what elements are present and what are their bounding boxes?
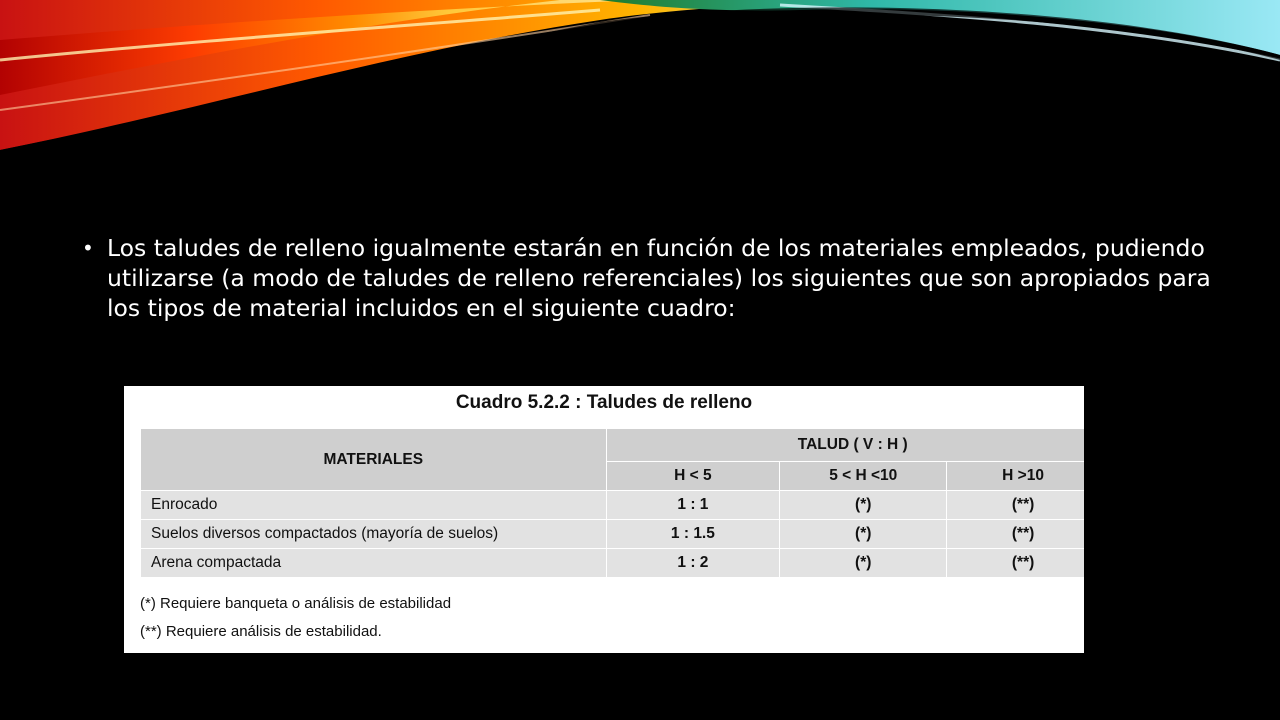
table-row [141,549,1085,578]
header-talud: TALUD ( V : H ) [606,429,1084,462]
bullet-paragraph [82,233,1212,323]
note-1: (*) Requiere banqueta o análisis de estabilidad [140,595,452,612]
decorative-banner [0,0,1280,160]
table-figure [124,386,1084,653]
cell-h2: (*) [780,491,947,520]
table-notes [140,590,451,646]
cell-h3: (**) [947,549,1084,578]
cell-h3: (**) [947,520,1084,549]
subheader-5-h-10: 5 < H <10 [780,462,947,491]
cell-h3: (**) [947,491,1084,520]
cell-h1: 1 : 2 [606,549,780,578]
header-materiales: MATERIALES [141,429,607,491]
cell-h1: 1 : 1 [606,491,780,520]
banner-band-cool [600,0,1280,55]
table-caption: Cuadro 5.2.2 : Taludes de relleno [455,392,753,413]
cell-material: Suelos diversos compactados (mayoría de suelos) [141,520,607,549]
cell-material: Arena compactada [141,549,607,578]
cell-h2: (*) [780,549,947,578]
note-2: (**) Requiere análisis de estabilidad. [140,623,382,640]
table-row [141,491,1085,520]
cell-h2: (*) [780,520,947,549]
cell-h1: 1 : 1.5 [606,520,780,549]
table-header-row [141,429,1085,462]
subheader-h-gt-10: H >10 [947,462,1084,491]
subheader-h-lt-5: H < 5 [606,462,780,491]
bullet-text: Los taludes de relleno igualmente estarán en función de los materiales empleados, pudiendo utilizarse (a modo de taludes de relleno referenciales) los siguientes que son apropiados para los tipos de material incluidos en el siguiente cuadro: [107,234,1211,322]
table-row [141,520,1085,549]
bullet-dot: • [82,236,94,260]
cell-material: Enrocado [141,491,607,520]
taludes-table [140,428,1084,578]
